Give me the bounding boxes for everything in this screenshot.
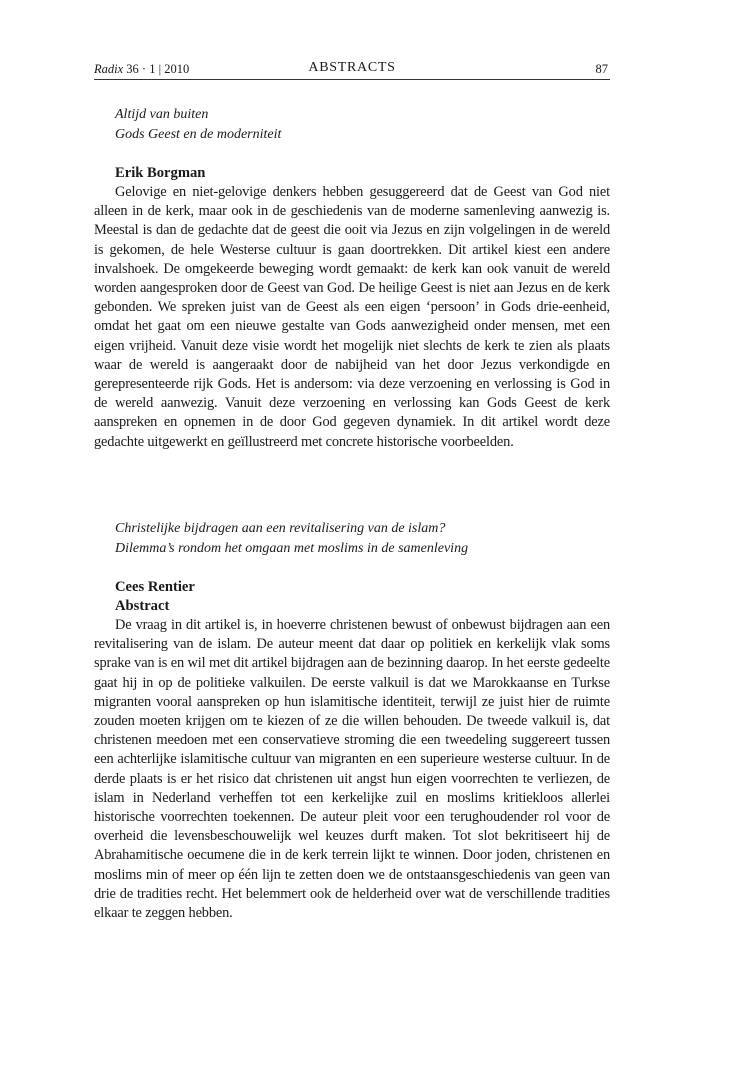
- header-rule: [94, 79, 610, 80]
- page-number: 87: [595, 62, 608, 76]
- article-abstract: [94, 105, 610, 452]
- abstract-body: Gelovige en niet-gelovige denkers hebben gesuggereerd dat de Geest van God niet alleen in de kerk, maar ook in de geschiedenis van de moderne samenleving aanwezig is. Meestal is dan de gedachte dat de geest die ooit via Jezus en zijn volgelingen in de wereld is gekomen, de hele Westerse cultuur is gaan doortrekken. Dit artikel kiest een andere invalshoek. De omgekeerde beweging wordt gemaakt: de kerk kan ook vanuit de wereld worden aangesproken door de Geest van God. De heilige Geest is niet aan Jezus en de kerk gebonden. We spreken juist van de Geest als een eigen ‘persoon’ in Gods drie-eenheid, omdat het gaat om een nieuwe gestalte van Gods aanwezigheid onder mensen, met een eigen vrijheid. Vanuit deze visie wordt het mogelijk niet slechts de kerk te zien als plaats waar de wereld is aangeraakt door de nabijheid van het door Jezus verkondigde en gerepresenteerde rijk Gods. Het is andersom: via deze verzoening en verlossing is God in de wereld aanwezig. Vanuit deze verzoening en verlossing kan Gods Geest de kerk aanspreken en opnemen in de door God gegeven dynamiek. In dit artikel wordt deze gedachte uitgewerkt en geïllustreerd met concrete historische voorbeelden.: [94, 184, 610, 450]
- article-abstract: [94, 519, 610, 923]
- section-title: ABSTRACTS: [308, 60, 396, 75]
- running-head: [94, 60, 610, 80]
- article-subtitle-line: Dilemma’s rondom het omgaan met moslims in de samenleving: [115, 541, 469, 556]
- article-author: Erik Borgman: [115, 165, 206, 181]
- article-author: Cees Rentier: [115, 579, 195, 595]
- article-title-line: Altijd van buiten: [115, 107, 209, 122]
- journal-issue: 36 · 1 | 2010: [126, 62, 190, 76]
- abstract-label: Abstract: [115, 598, 170, 614]
- article-title-line: Christelijke bijdragen aan een revitalisering van de islam?: [115, 521, 446, 536]
- journal-name: Radix: [94, 62, 124, 76]
- abstract-body: De vraag in dit artikel is, in hoeverre christenen bewust of onbewust bijdragen aan een revitalisering van de islam. De auteur meent dat daar op politiek en kerkelijk vlak soms sprake van is en wil met dit artikel bijdragen aan de bezinning daarop. In het eerste gedeelte gaat hij in op de politieke valkuilen. De eerste valkuil is dat we Marokkaanse en Turkse migranten vooral aanspreken op hun islamitische identiteit, terwijl ze juist hier de ruimte zouden moeten krijgen om te kiezen of ze die willen behouden. De tweede valkuil is, dat christenen meedoen met een conservatieve stroming die een tweedeling suggereert tussen een achterlijke islamitische cultuur van migranten en een superieure westerse cultuur. In de derde plaats is er het risico dat christenen uit angst hun eigen voorrechten te verliezen, de islam in Nederland verheffen tot een kerkelijke zuil en moslims kritiekloos allerlei historische voorrechten toekennen. De auteur pleit voor een terughoudender rol voor de overheid die levensbeschouwelijk wel keuzes durft maken. Tot slot bekritiseert hij de Abrahamitische oecumene die in de kerk terrein lijkt te winnen. Door joden, christenen en moslims min of meer op één lijn te zetten doen we de ontstaansgeschiedenis van geen van drie de tradities recht. Het belemmert ook de helderheid over wat de verschillende tradities elkaar te zeggen hebben.: [94, 617, 610, 922]
- article-subtitle-line: Gods Geest en de moderniteit: [115, 127, 282, 142]
